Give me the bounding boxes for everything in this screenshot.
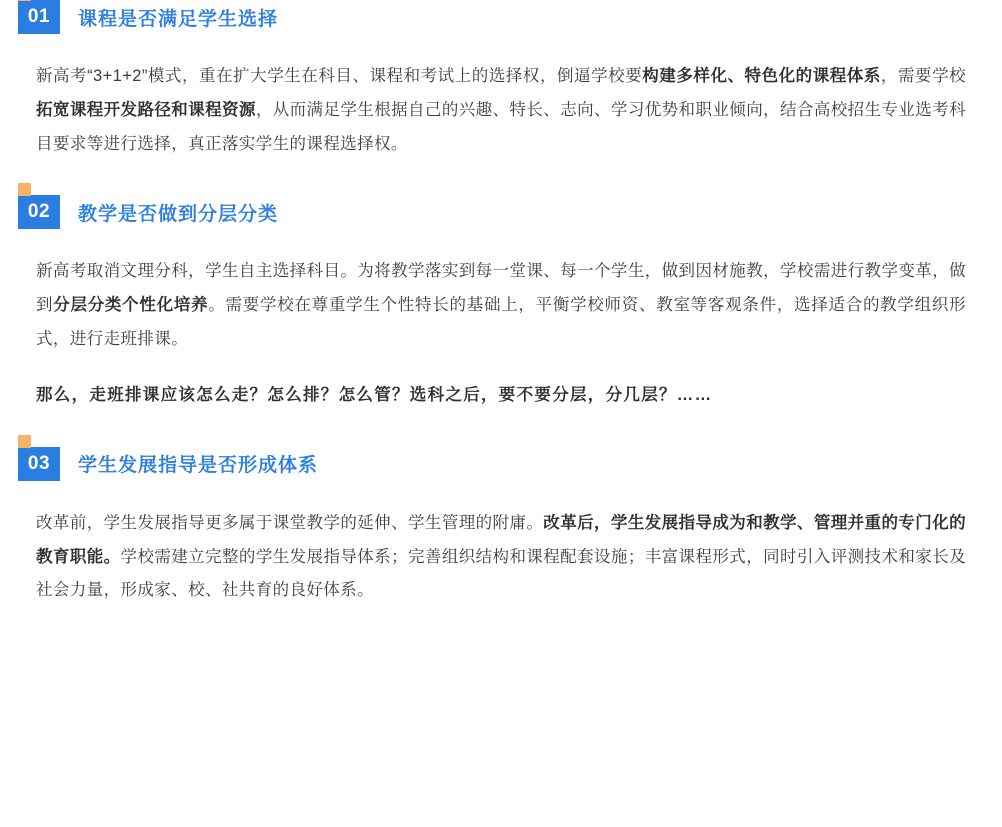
section-heading: [0, 0, 1002, 34]
body-paragraph: [36, 507, 966, 608]
section-title: 学生发展指导是否形成体系: [78, 455, 319, 477]
body-paragraph: [36, 379, 966, 413]
document-section: [0, 0, 1002, 161]
corner-marker-icon: [18, 183, 31, 196]
bottom-spacer: [0, 608, 1002, 618]
paragraph-text: ，从而满足学生根据自己的兴趣、特长、志向、学习优势和职业倾向，结合高校招生专业选考科目要求等进行选择，真正落实学生的课程选择权。: [36, 100, 966, 153]
section-heading: [0, 195, 1002, 229]
emphasized-text: 改革后，学生发展指导成为和教学、管理并重的专门化的教育职能。: [36, 513, 967, 566]
section-heading: [0, 447, 1002, 481]
emphasized-text: 拓宽课程开发路径和课程资源: [36, 100, 256, 119]
body-paragraph: [36, 60, 966, 161]
paragraph-text: 。需要学校在尊重学生个性特长的基础上，平衡学校师资、教室等客观条件，选择适合的教学组织形式，进行走班排课。: [36, 296, 966, 349]
corner-marker-icon: [18, 435, 31, 448]
paragraph-text: ，需要学校: [880, 67, 967, 85]
paragraph-text: 新高考取消文理分科，学生自主选择科目。为将教学落实到每一堂课、每一个学生，做到因材施教，学校需进行教学变革，做到: [36, 262, 966, 315]
paragraph-text: 学校需建立完整的学生发展指导体系；完善组织结构和课程配套设施；丰富课程形式，同时引入评测技术和家长及社会力量，形成家、校、社共育的良好体系。: [36, 547, 967, 600]
section-title: 课程是否满足学生选择: [78, 8, 279, 30]
paragraph-text: 改革前，学生发展指导更多属于课堂教学的延伸、学生管理的附庸。: [36, 513, 544, 532]
section-number-badge: 01: [18, 0, 60, 34]
section-title: 教学是否做到分层分类: [78, 203, 279, 225]
body-paragraph: [36, 255, 966, 356]
section-number-badge: 03: [18, 447, 60, 481]
emphasized-text: 分层分类个性化培养: [53, 296, 209, 315]
document-section: [0, 447, 1002, 608]
document-section: [0, 195, 1002, 412]
section-number-badge: 02: [18, 195, 60, 229]
paragraph-text: 新高考“3+1+2”模式，重在扩大学生在科目、课程和考试上的选择权，倒逼学校要: [36, 67, 643, 85]
emphasized-text: 构建多样化、特色化的课程体系: [642, 67, 881, 85]
emphasized-text: 那么，走班排课应该怎么走？怎么排？怎么管？选科之后，要不要分层，分几层？……: [36, 385, 713, 404]
corner-marker-icon: [18, 0, 31, 1]
